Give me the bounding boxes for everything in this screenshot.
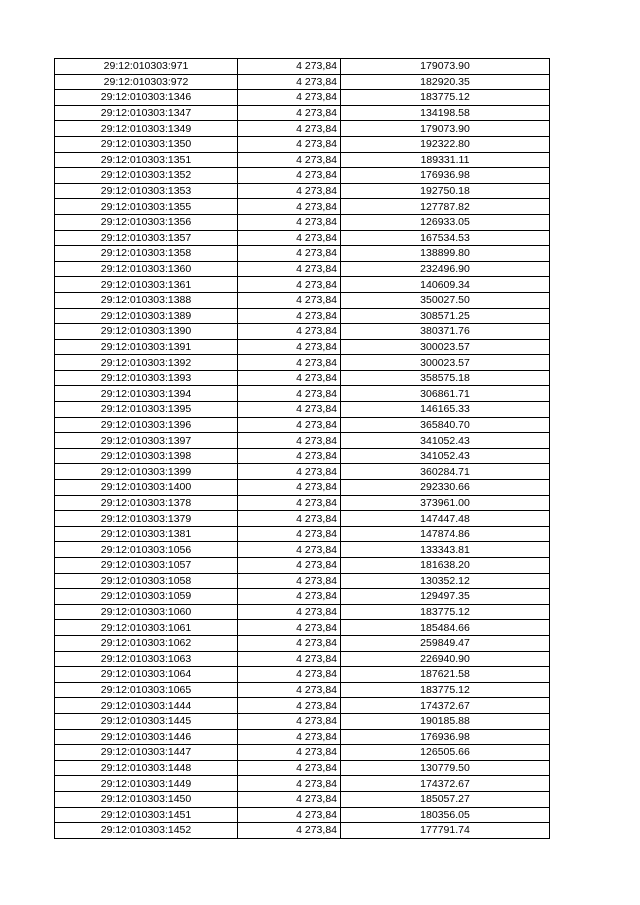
value-cell: 126505.66: [341, 745, 550, 761]
table-row: [55, 199, 550, 215]
area-cell: 4 273,84: [238, 402, 341, 418]
cadastral-number-cell: 29:12:010303:1058: [55, 573, 238, 589]
table-row: [55, 370, 550, 386]
area-cell: 4 273,84: [238, 355, 341, 371]
cadastral-number-cell: 29:12:010303:1357: [55, 230, 238, 246]
cadastral-number-cell: 29:12:010303:1360: [55, 261, 238, 277]
cadastral-number-cell: 29:12:010303:1445: [55, 713, 238, 729]
area-cell: 4 273,84: [238, 464, 341, 480]
cadastral-number-cell: 29:12:010303:1389: [55, 308, 238, 324]
cadastral-number-cell: 29:12:010303:1396: [55, 417, 238, 433]
value-cell: 360284.71: [341, 464, 550, 480]
value-cell: 126933.05: [341, 214, 550, 230]
value-cell: 129497.35: [341, 589, 550, 605]
table-row: [55, 308, 550, 324]
cadastral-number-cell: 29:12:010303:1065: [55, 682, 238, 698]
cadastral-number-cell: 29:12:010303:1351: [55, 152, 238, 168]
value-cell: 183775.12: [341, 90, 550, 106]
table-row: [55, 152, 550, 168]
area-cell: 4 273,84: [238, 433, 341, 449]
cadastral-number-cell: 29:12:010303:1395: [55, 402, 238, 418]
cadastral-number-cell: 29:12:010303:1451: [55, 807, 238, 823]
table-row: [55, 511, 550, 527]
value-cell: 308571.25: [341, 308, 550, 324]
value-cell: 185484.66: [341, 620, 550, 636]
table-row: [55, 464, 550, 480]
value-cell: 179073.90: [341, 59, 550, 75]
value-cell: 182920.35: [341, 74, 550, 90]
value-cell: 130779.50: [341, 760, 550, 776]
value-cell: 176936.98: [341, 168, 550, 184]
value-cell: 189331.11: [341, 152, 550, 168]
cadastral-number-cell: 29:12:010303:1449: [55, 776, 238, 792]
table-row: [55, 651, 550, 667]
cadastral-number-cell: 29:12:010303:1347: [55, 105, 238, 121]
value-cell: 341052.43: [341, 448, 550, 464]
area-cell: 4 273,84: [238, 667, 341, 683]
cadastral-number-cell: 29:12:010303:1356: [55, 214, 238, 230]
area-cell: 4 273,84: [238, 495, 341, 511]
area-cell: 4 273,84: [238, 214, 341, 230]
area-cell: 4 273,84: [238, 339, 341, 355]
table-row: [55, 791, 550, 807]
table-row: [55, 495, 550, 511]
area-cell: 4 273,84: [238, 121, 341, 137]
cadastral-number-cell: 29:12:010303:1355: [55, 199, 238, 215]
table-row: [55, 589, 550, 605]
area-cell: 4 273,84: [238, 448, 341, 464]
cadastral-number-cell: 29:12:010303:1444: [55, 698, 238, 714]
area-cell: 4 273,84: [238, 776, 341, 792]
table-row: [55, 355, 550, 371]
area-cell: 4 273,84: [238, 823, 341, 839]
area-cell: 4 273,84: [238, 526, 341, 542]
value-cell: 140609.34: [341, 277, 550, 293]
area-cell: 4 273,84: [238, 604, 341, 620]
table-row: [55, 261, 550, 277]
table-row: [55, 386, 550, 402]
area-cell: 4 273,84: [238, 635, 341, 651]
area-cell: 4 273,84: [238, 589, 341, 605]
area-cell: 4 273,84: [238, 277, 341, 293]
cadastral-number-cell: 29:12:010303:1350: [55, 136, 238, 152]
area-cell: 4 273,84: [238, 651, 341, 667]
cadastral-number-cell: 29:12:010303:1056: [55, 542, 238, 558]
cadastral-number-cell: 29:12:010303:1349: [55, 121, 238, 137]
cadastral-number-cell: 29:12:010303:1060: [55, 604, 238, 620]
table-row: [55, 168, 550, 184]
area-cell: 4 273,84: [238, 370, 341, 386]
area-cell: 4 273,84: [238, 573, 341, 589]
table-row: [55, 698, 550, 714]
table-row: [55, 745, 550, 761]
cadastral-number-cell: 29:12:010303:1393: [55, 370, 238, 386]
value-cell: 341052.43: [341, 433, 550, 449]
cadastral-number-cell: 29:12:010303:1399: [55, 464, 238, 480]
value-cell: 226940.90: [341, 651, 550, 667]
table-row: [55, 729, 550, 745]
area-cell: 4 273,84: [238, 183, 341, 199]
cadastral-number-cell: 29:12:010303:1381: [55, 526, 238, 542]
cadastral-number-cell: 29:12:010303:1358: [55, 246, 238, 262]
value-cell: 176936.98: [341, 729, 550, 745]
cadastral-number-cell: 29:12:010303:1059: [55, 589, 238, 605]
area-cell: 4 273,84: [238, 386, 341, 402]
value-cell: 138899.80: [341, 246, 550, 262]
area-cell: 4 273,84: [238, 729, 341, 745]
table-row: [55, 573, 550, 589]
table-row: [55, 542, 550, 558]
table-row: [55, 277, 550, 293]
value-cell: 300023.57: [341, 355, 550, 371]
value-cell: 183775.12: [341, 604, 550, 620]
cadastral-number-cell: 29:12:010303:1390: [55, 324, 238, 340]
table-row: [55, 667, 550, 683]
value-cell: 180356.05: [341, 807, 550, 823]
table-row: [55, 105, 550, 121]
table-row: [55, 760, 550, 776]
value-cell: 185057.27: [341, 791, 550, 807]
area-cell: 4 273,84: [238, 74, 341, 90]
table-row: [55, 620, 550, 636]
area-cell: 4 273,84: [238, 745, 341, 761]
cadastral-number-cell: 29:12:010303:1064: [55, 667, 238, 683]
cadastral-number-cell: 29:12:010303:1057: [55, 558, 238, 574]
value-cell: 134198.58: [341, 105, 550, 121]
table-row: [55, 526, 550, 542]
area-cell: 4 273,84: [238, 511, 341, 527]
cadastral-number-cell: 29:12:010303:1346: [55, 90, 238, 106]
table-row: [55, 59, 550, 75]
cadastral-number-cell: 29:12:010303:1391: [55, 339, 238, 355]
value-cell: 373961.00: [341, 495, 550, 511]
cadastral-number-cell: 29:12:010303:1392: [55, 355, 238, 371]
cadastral-number-cell: 29:12:010303:1448: [55, 760, 238, 776]
area-cell: 4 273,84: [238, 807, 341, 823]
value-cell: 133343.81: [341, 542, 550, 558]
table-row: [55, 121, 550, 137]
cadastral-number-cell: 29:12:010303:1450: [55, 791, 238, 807]
table-row: [55, 558, 550, 574]
table-row: [55, 183, 550, 199]
value-cell: 358575.18: [341, 370, 550, 386]
table-row: [55, 136, 550, 152]
table-row: [55, 214, 550, 230]
cadastral-number-cell: 29:12:010303:1353: [55, 183, 238, 199]
table-row: [55, 823, 550, 839]
area-cell: 4 273,84: [238, 324, 341, 340]
area-cell: 4 273,84: [238, 90, 341, 106]
table-row: [55, 807, 550, 823]
value-cell: 380371.76: [341, 324, 550, 340]
data-table: [54, 58, 550, 839]
cadastral-number-cell: 29:12:010303:971: [55, 59, 238, 75]
cadastral-number-cell: 29:12:010303:1379: [55, 511, 238, 527]
cadastral-number-cell: 29:12:010303:972: [55, 74, 238, 90]
table-row: [55, 339, 550, 355]
table-row: [55, 776, 550, 792]
area-cell: 4 273,84: [238, 199, 341, 215]
value-cell: 127787.82: [341, 199, 550, 215]
area-cell: 4 273,84: [238, 59, 341, 75]
value-cell: 306861.71: [341, 386, 550, 402]
cadastral-number-cell: 29:12:010303:1388: [55, 292, 238, 308]
value-cell: 183775.12: [341, 682, 550, 698]
table-row: [55, 402, 550, 418]
area-cell: 4 273,84: [238, 698, 341, 714]
cadastral-number-cell: 29:12:010303:1352: [55, 168, 238, 184]
area-cell: 4 273,84: [238, 136, 341, 152]
value-cell: 292330.66: [341, 480, 550, 496]
area-cell: 4 273,84: [238, 152, 341, 168]
table-row: [55, 635, 550, 651]
table-row: [55, 417, 550, 433]
area-cell: 4 273,84: [238, 791, 341, 807]
cadastral-number-cell: 29:12:010303:1394: [55, 386, 238, 402]
value-cell: 174372.67: [341, 698, 550, 714]
value-cell: 130352.12: [341, 573, 550, 589]
cadastral-number-cell: 29:12:010303:1378: [55, 495, 238, 511]
area-cell: 4 273,84: [238, 542, 341, 558]
table-row: [55, 292, 550, 308]
value-cell: 177791.74: [341, 823, 550, 839]
value-cell: 181638.20: [341, 558, 550, 574]
cadastral-number-cell: 29:12:010303:1062: [55, 635, 238, 651]
cadastral-number-cell: 29:12:010303:1397: [55, 433, 238, 449]
area-cell: 4 273,84: [238, 417, 341, 433]
table-row: [55, 682, 550, 698]
cadastral-number-cell: 29:12:010303:1361: [55, 277, 238, 293]
area-cell: 4 273,84: [238, 168, 341, 184]
value-cell: 147874.86: [341, 526, 550, 542]
cadastral-number-cell: 29:12:010303:1447: [55, 745, 238, 761]
area-cell: 4 273,84: [238, 480, 341, 496]
cadastral-number-cell: 29:12:010303:1400: [55, 480, 238, 496]
value-cell: 179073.90: [341, 121, 550, 137]
area-cell: 4 273,84: [238, 713, 341, 729]
value-cell: 192322.80: [341, 136, 550, 152]
value-cell: 365840.70: [341, 417, 550, 433]
value-cell: 146165.33: [341, 402, 550, 418]
value-cell: 192750.18: [341, 183, 550, 199]
cadastral-number-cell: 29:12:010303:1398: [55, 448, 238, 464]
table-row: [55, 713, 550, 729]
area-cell: 4 273,84: [238, 620, 341, 636]
table-row: [55, 246, 550, 262]
area-cell: 4 273,84: [238, 230, 341, 246]
table-row: [55, 433, 550, 449]
table-row: [55, 324, 550, 340]
value-cell: 167534.53: [341, 230, 550, 246]
area-cell: 4 273,84: [238, 105, 341, 121]
area-cell: 4 273,84: [238, 246, 341, 262]
area-cell: 4 273,84: [238, 292, 341, 308]
cadastral-number-cell: 29:12:010303:1452: [55, 823, 238, 839]
value-cell: 174372.67: [341, 776, 550, 792]
area-cell: 4 273,84: [238, 558, 341, 574]
value-cell: 300023.57: [341, 339, 550, 355]
value-cell: 190185.88: [341, 713, 550, 729]
area-cell: 4 273,84: [238, 261, 341, 277]
cadastral-number-cell: 29:12:010303:1063: [55, 651, 238, 667]
value-cell: 147447.48: [341, 511, 550, 527]
table-row: [55, 74, 550, 90]
area-cell: 4 273,84: [238, 308, 341, 324]
cadastral-number-cell: 29:12:010303:1061: [55, 620, 238, 636]
value-cell: 259849.47: [341, 635, 550, 651]
table-row: [55, 230, 550, 246]
area-cell: 4 273,84: [238, 682, 341, 698]
table-row: [55, 448, 550, 464]
cadastral-number-cell: 29:12:010303:1446: [55, 729, 238, 745]
table-row: [55, 480, 550, 496]
value-cell: 232496.90: [341, 261, 550, 277]
value-cell: 187621.58: [341, 667, 550, 683]
table-row: [55, 90, 550, 106]
table-body: [55, 59, 550, 839]
value-cell: 350027.50: [341, 292, 550, 308]
table-row: [55, 604, 550, 620]
area-cell: 4 273,84: [238, 760, 341, 776]
